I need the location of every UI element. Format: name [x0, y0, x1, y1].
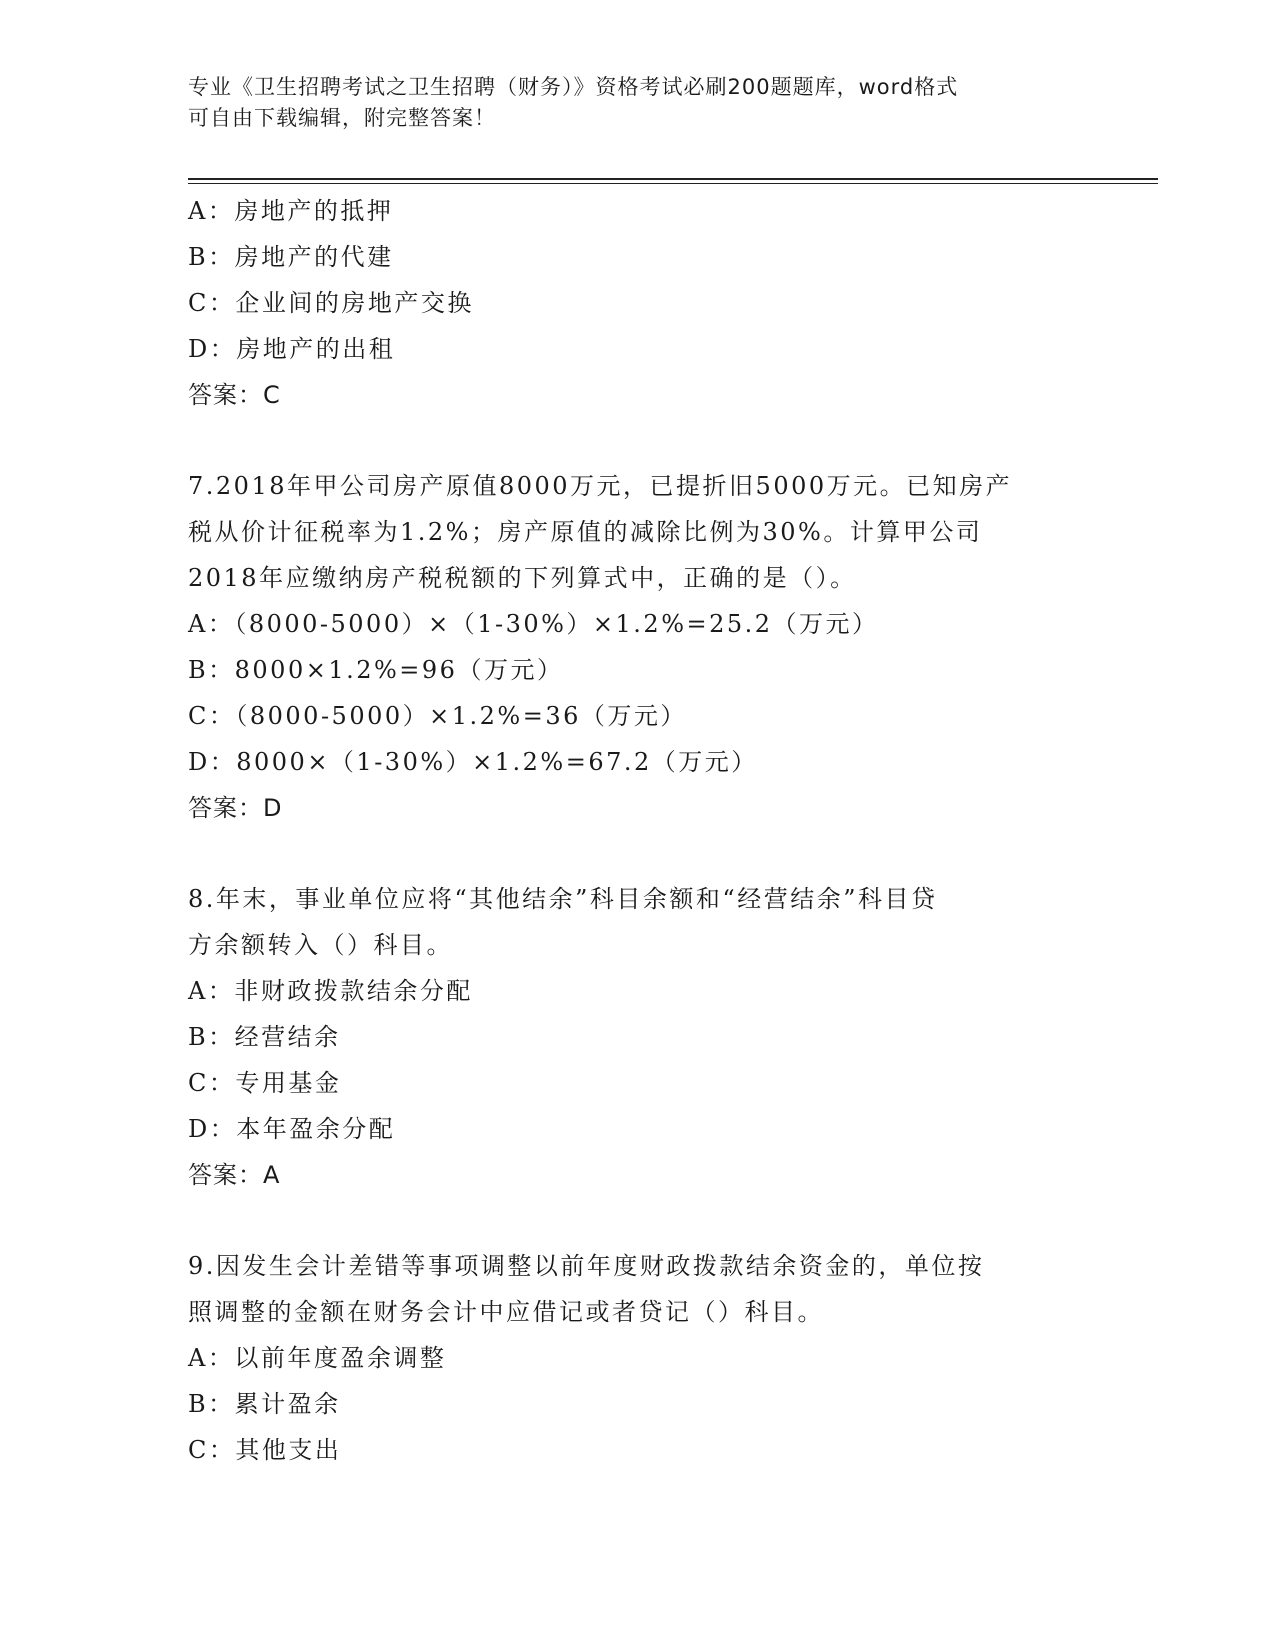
option-d: D：8000×（1-30%）×1.2%=67.2（万元）: [188, 748, 758, 776]
answer: 答案：C: [188, 381, 281, 409]
question-stem: 7.2018年甲公司房产原值8000万元，已提折旧5000万元。已知房产: [188, 472, 1013, 500]
question-9: [188, 1243, 1088, 1473]
option-b: B：经营结余: [188, 1023, 341, 1051]
question-stem: 8.年末，事业单位应将“其他结余”科目余额和“经营结余”科目贷: [188, 885, 938, 913]
question-stem: 税从价计征税率为1.2%；房产原值的减除比例为30%。计算甲公司: [188, 518, 983, 546]
option-b: B：房地产的代建: [188, 243, 394, 271]
document-header: [188, 72, 1068, 134]
option-d: D：房地产的出租: [188, 335, 396, 363]
option-a: A：非财政拨款结余分配: [188, 977, 473, 1005]
question-stem: 9.因发生会计差错等事项调整以前年度财政拨款结余资金的，单位按: [188, 1252, 985, 1280]
question-7: [188, 463, 1088, 831]
option-b: B：累计盈余: [188, 1390, 341, 1418]
answer: 答案：D: [188, 794, 283, 822]
option-c: C：（8000-5000）×1.2%=36（万元）: [188, 702, 687, 730]
header-line-1: 专业《卫生招聘考试之卫生招聘（财务）》资格考试必刷200题题库，word格式: [188, 75, 959, 99]
answer: 答案：A: [188, 1161, 281, 1189]
question-stem: 2018年应缴纳房产税税额的下列算式中，正确的是（）。: [188, 564, 857, 592]
header-line-2: 可自由下载编辑，附完整答案！: [188, 106, 496, 130]
option-c: C：专用基金: [188, 1069, 342, 1097]
question-stem: 照调整的金额在财务会计中应借记或者贷记（）科目。: [188, 1298, 824, 1326]
header-rule-thick: [188, 178, 1158, 180]
question-list: [188, 188, 1088, 1473]
option-c: C：企业间的房地产交换: [188, 289, 474, 317]
option-a: A：（8000-5000）×（1-30%）×1.2%=25.2（万元）: [188, 610, 879, 638]
option-d: D：本年盈余分配: [188, 1115, 396, 1143]
question-8: [188, 876, 1088, 1198]
header-rule-thin: [188, 183, 1158, 184]
question-6: [188, 188, 1088, 418]
option-a: A：以前年度盈余调整: [188, 1344, 447, 1372]
option-c: C：其他支出: [188, 1436, 342, 1464]
question-stem: 方余额转入（）科目。: [188, 931, 453, 959]
option-b: B：8000×1.2%=96（万元）: [188, 656, 564, 684]
option-a: A：房地产的抵押: [188, 197, 394, 225]
